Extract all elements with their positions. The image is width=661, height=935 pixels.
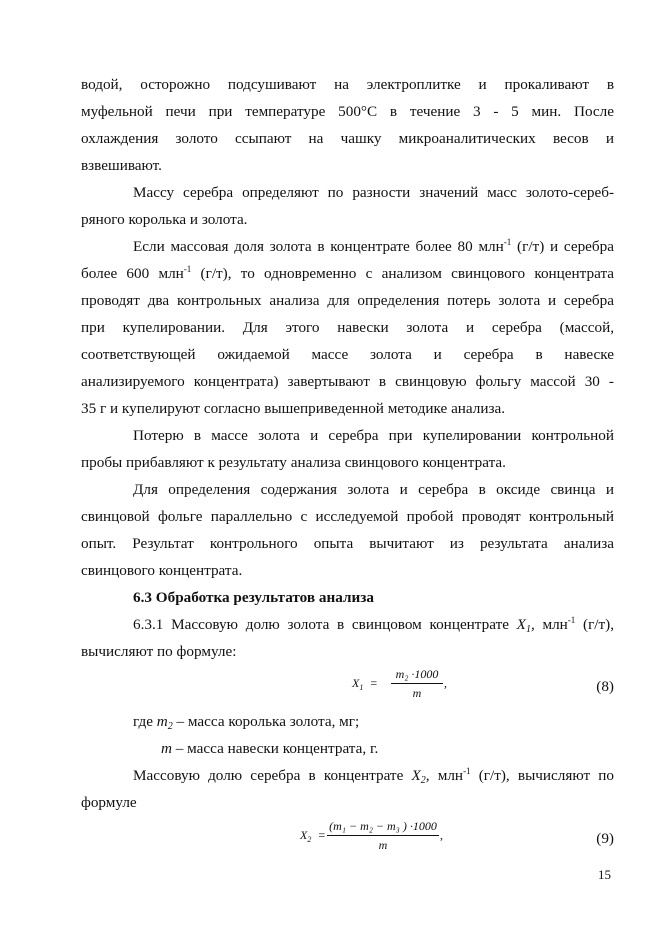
text-line: пробы прибавляют к результату анализа свинцового концентрата. [81, 454, 506, 471]
text-line: Для определения содержания золота и серебра в оксиде свинца и [133, 481, 614, 498]
text-line: охлаждения золото ссыпают на чашку микроаналитических весов и [81, 130, 614, 147]
text-line: свинцовой фольге параллельно с исследуемой пробой проводят контрольный [81, 508, 614, 525]
formula-8: $X_1$ = [352, 676, 378, 692]
text-line: опыт. Результат контрольного опыта вычитают из результата анализа [81, 535, 614, 552]
variable-definition: где $m_2$ – масса королька золота, мг; [133, 713, 360, 732]
text-line: 35 г и купелируют согласно вышеприведенной методике анализа. [81, 400, 506, 417]
equation-number: (8) [596, 678, 614, 695]
formula-9: $X_2$ = [300, 828, 326, 844]
text-line: муфельной печи при температуре 500°С в течение 3 - 5 мин. После [81, 103, 614, 120]
page-number: 15 [598, 867, 611, 882]
formula-9-fraction: $\frac{\text{(m₁ − m₂ − m₃ ) ·1000}}{m}$ [327, 819, 439, 853]
text-line: взвешивают. [81, 157, 162, 174]
text-line: анализируемого концентрата) завертывают в свинцовую фольгу массой 30 - [81, 373, 614, 390]
variable-definition: m – масса навески концентрата, г. [161, 740, 379, 757]
text-line: свинцового концентрата. [81, 562, 243, 579]
equation-number: (9) [596, 830, 614, 847]
text-line: Если массовая доля золота в концентрате более 80 млн$^{-1}$ (г/т) и серебра [133, 237, 614, 255]
text-line: формуле [81, 794, 137, 811]
text-line: более 600 млн$^{-1}$ (г/т), то одновременно с анализом свинцового концентрата [81, 264, 615, 282]
formula-9-tail: , [440, 828, 443, 842]
section-heading: 6.3 Обработка результатов анализа [133, 589, 374, 606]
text-line: 6.3.1 Массовую долю золота в свинцовом концентрате $X_1$, млн$^{-1}$ (г/т), [133, 615, 615, 635]
formula-8-tail: , [444, 676, 447, 690]
text-line: Массу серебра определяют по разности значений масс золото-сереб- [133, 184, 614, 201]
text-line: водой, осторожно подсушивают на электроплитке и прокаливают в [81, 76, 614, 93]
text-line: ряного королька и золота. [81, 211, 248, 228]
text-line: проводят два контрольных анализа для определения потерь золота и серебра [81, 292, 614, 309]
text-line: Массовую долю серебра в концентрате $X_2$, млн$^{-1}$ (г/т), вычисляют по [133, 766, 615, 786]
text-line: Потерю в массе золота и серебра при купелировании контрольной [133, 427, 614, 444]
formula-8-fraction: $\frac{\text{m₂ ·1000}}{m}$ [391, 667, 443, 701]
text-line: при купелировании. Для этого навески золота и серебра (массой, [81, 319, 614, 336]
text-line: вычисляют по формуле: [81, 643, 237, 660]
text-line: соответствующей ожидаемой массе золота и серебра в навеске [81, 346, 614, 363]
